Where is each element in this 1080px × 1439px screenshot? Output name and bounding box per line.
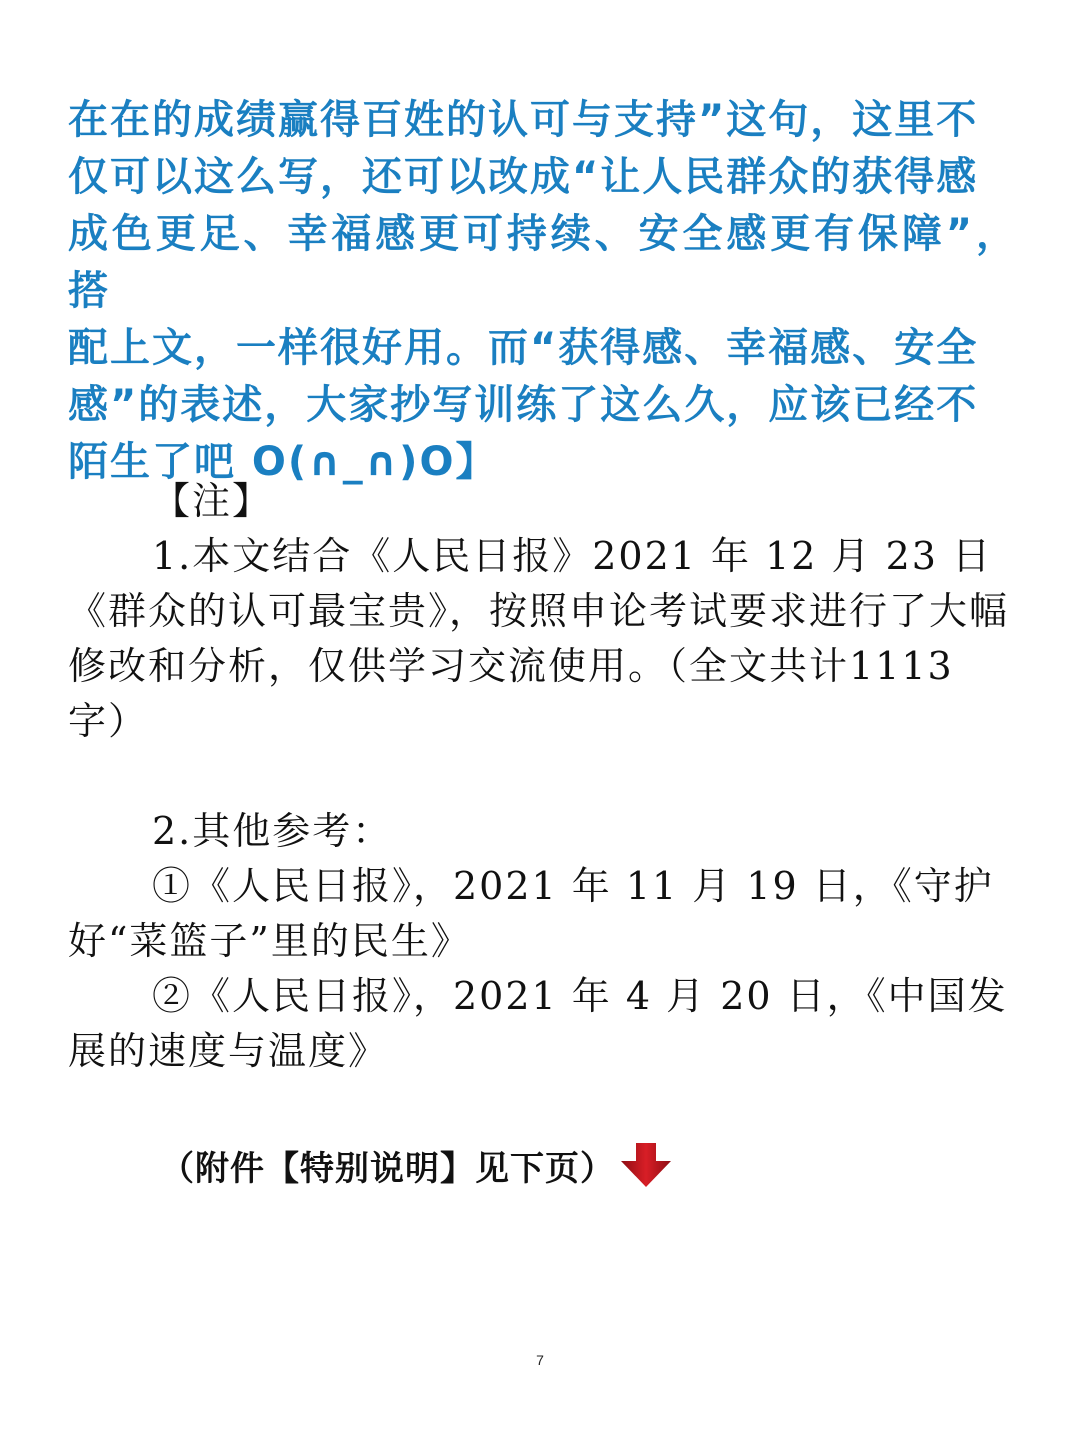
reference-1: ①《人民日报》，2021 年 11 月 19 日，《守护好“菜篮子”里的民生》 [68,864,994,963]
blue-line-4: 配上文，一样很好用。而“获得感、幸福感、安全 [68,325,979,371]
blue-line-2: 仅可以这么写，还可以改成“让人民群众的获得感 [68,154,979,200]
blue-line-5: 感”的表述，大家抄写训练了这么久，应该已经不 [68,382,979,428]
note-1: 1.本文结合《人民日报》2021 年 12 月 23 日《群众的认可最宝贵》，按照申论考试要求进行了大幅修改和分析，仅供学习交流使用。（全文共计1113 字） [68,534,1010,743]
blue-line-3: 成色更足、幸福感更可持续、安全感更有保障”，搭 [68,211,1018,314]
blue-line-1: 在在的成绩赢得百姓的认可与支持”这句，这里不 [68,97,979,143]
notes-heading: 【注】 [152,479,273,523]
attachment-note [160,1140,673,1190]
note-2-title: 2.其他参考： [152,809,393,853]
blue-commentary-paragraph [68,92,1018,491]
blue-line-6: 陌生了吧 O(∩_∩)O】 [68,439,498,485]
red-down-arrow-icon [619,1141,673,1189]
page-number: 7 [536,1352,544,1368]
reference-2: ②《人民日报》，2021 年 4 月 20 日，《中国发展的速度与温度》 [68,974,1008,1073]
attachment-note-text: （附件【特别说明】见下页） [160,1148,615,1189]
spacer [68,749,1018,804]
notes-section [68,474,1018,1079]
